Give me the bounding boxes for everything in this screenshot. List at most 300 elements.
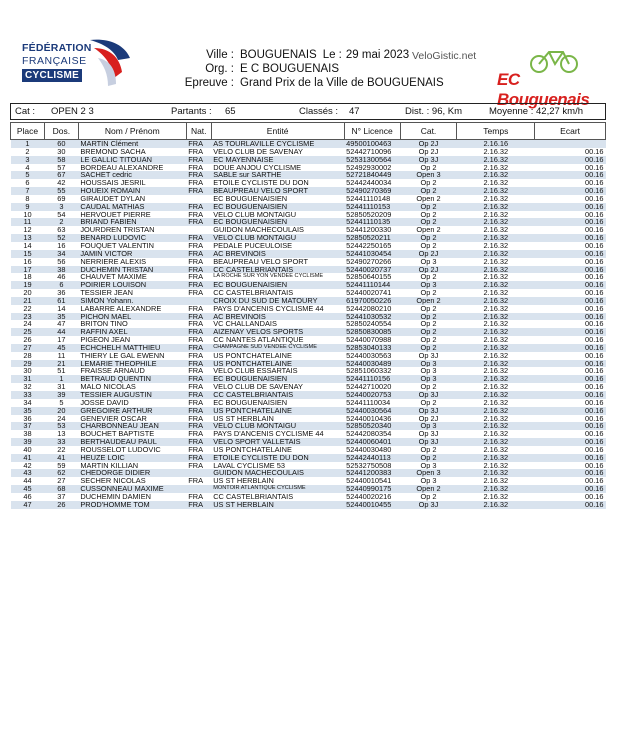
col-entite: GUIDON MACHECOULAIS	[211, 469, 344, 477]
col-nom: DUCHEMIN DAMIEN	[80, 492, 151, 501]
col-entite: AC BREVINOIS	[211, 250, 344, 258]
col-nat	[186, 469, 211, 477]
col-licence: 52721840449	[344, 171, 400, 179]
col-dos: 34	[44, 250, 78, 258]
col-nat: FRA	[188, 492, 204, 501]
col-nat: FRA	[186, 281, 211, 289]
col-place: 24	[23, 320, 32, 329]
report-header	[0, 0, 627, 109]
col-licence: 52442080210	[346, 304, 392, 313]
col-cat: Op 3	[400, 360, 457, 368]
col-ecart	[535, 140, 606, 148]
col-nom: CHAUVET MAXIME	[80, 273, 147, 282]
col-place: 32	[23, 383, 32, 391]
col-temps: 2.16.32	[457, 454, 535, 462]
col-place: 28	[23, 351, 32, 360]
col-licence: 61970050226	[344, 297, 400, 305]
col-ecart: 00.16	[535, 375, 606, 383]
col-nat: FRA	[188, 351, 204, 360]
col-nom: POIRIER LOUISON	[78, 281, 186, 289]
col-nat: FRA	[186, 328, 211, 336]
col-dos: 26	[44, 501, 78, 509]
col-licence: 52532750508	[346, 461, 392, 470]
col-temps: 2.16.32	[483, 273, 509, 282]
col-nom: BETRAUD QUENTIN	[78, 375, 186, 383]
col-place: 2	[25, 147, 30, 156]
col-cat: Op 3J	[400, 438, 457, 446]
col-dos: 69	[57, 194, 66, 203]
ville-label: Ville :	[206, 49, 234, 61]
col-entite: LAVAL CYCLISME 53	[213, 461, 285, 470]
col-temps: 2.16.32	[457, 266, 535, 274]
col-entite: VELO SPORT VALLETAIS	[211, 438, 344, 446]
col-nom: ECHCHELH MATTHIEU	[78, 344, 186, 352]
table-row	[11, 320, 606, 328]
col-licence: 52440020737	[344, 266, 400, 274]
col-nom: CAUDAL MATHIAS	[78, 203, 186, 211]
col-place: 4	[25, 163, 30, 172]
col-nat: FRA	[188, 477, 204, 486]
col-temps: 2.16.32	[483, 492, 509, 501]
col-dos: 17	[57, 336, 66, 344]
col-cat: Op 2	[420, 320, 437, 329]
col-temps: 2.16.32	[457, 438, 535, 446]
col-place: 47	[11, 501, 45, 509]
col-cat: Op 3	[420, 461, 437, 470]
col-ecart: 00.16	[535, 391, 606, 399]
org-label: Org. :	[205, 63, 234, 75]
col-nom: SACHET cedric	[78, 171, 186, 179]
col-cat: Op 2J	[418, 414, 439, 423]
col-nom: GREGOIRE ARTHUR	[78, 407, 186, 415]
col-temps: 2.16.32	[483, 226, 509, 235]
table-row	[11, 430, 606, 438]
col-temps: 2.16.32	[483, 445, 509, 454]
col-place: 26	[23, 336, 32, 344]
col-cat: Open 2	[416, 194, 441, 203]
col-temps: 2.16.32	[457, 203, 535, 211]
col-cat: Op 3J	[400, 407, 457, 415]
col-nom: DUCHEMIN TRISTAN	[78, 266, 186, 274]
col-ecart: 00.16	[585, 336, 604, 344]
col-ecart: 00.16	[585, 304, 604, 313]
col-entite: EC MAYENNAISE	[211, 156, 344, 164]
col-nom: FRAISSE ARNAUD	[80, 367, 145, 376]
col-dos: 35	[44, 313, 78, 321]
col-entite: BEAUPREAU VELO SPORT	[213, 257, 308, 266]
col-cat: Op 2	[420, 445, 437, 454]
col-cat: Op 3	[400, 281, 457, 289]
col-entite: CC CASTELBRIANTAIS	[213, 492, 294, 501]
col-entite: VELO CLUB MONTAIGU	[211, 234, 344, 242]
col-nat: FRA	[188, 383, 204, 391]
col-licence: 52441110034	[346, 398, 391, 407]
col-ecart: 00.16	[585, 445, 604, 454]
col-temps: 2.16.32	[483, 477, 509, 486]
col-ecart: 00.16	[585, 477, 604, 486]
table-row	[11, 501, 606, 509]
col-licence: 52440020753	[344, 391, 400, 399]
col-nom: JAMIN VICTOR	[78, 250, 186, 258]
col-licence: 52440060401	[344, 438, 400, 446]
col-place: 5	[11, 171, 45, 179]
col-licence-header: N° Licence	[344, 123, 400, 140]
col-dos: 38	[44, 266, 78, 274]
col-nom: BERTHAUDEAU PAUL	[78, 438, 186, 446]
col-entite: VELO CLUB DE SAVENAY	[213, 383, 303, 391]
col-cat: Op 2J	[418, 147, 439, 156]
col-entite: AC BREVINOIS	[211, 313, 344, 321]
col-nom: BRITON TINO	[80, 320, 128, 329]
col-ecart: 00.16	[535, 313, 606, 321]
col-cat: Op 2	[400, 328, 457, 336]
col-dos: 63	[57, 226, 66, 235]
col-nom: SIMON Yohann.	[78, 297, 186, 305]
col-dos: 33	[44, 438, 78, 446]
col-nom: JOSSE DAVID	[80, 398, 129, 407]
col-place: 45	[11, 485, 45, 493]
col-nom: BENARD LUDOVIC	[78, 234, 186, 242]
col-licence: 52850520340	[344, 422, 400, 430]
col-entite: CC CASTELBRIANTAIS	[211, 391, 344, 399]
col-place: 25	[11, 328, 45, 336]
col-place: 11	[11, 218, 45, 226]
col-nom: HERVOUET PIERRE	[80, 210, 151, 219]
col-dos: 56	[57, 257, 66, 266]
col-cat: Op 2	[420, 383, 437, 391]
col-entite: US PONTCHATELAINE	[211, 407, 344, 415]
col-nom: LEMARIE THEOPHILE	[78, 360, 186, 368]
col-ecart: 00.16	[535, 234, 606, 242]
col-dos: 24	[57, 414, 66, 423]
col-temps: 2.16.32	[483, 289, 509, 297]
federation-line1: FÉDÉRATION	[22, 42, 92, 54]
col-place: 20	[23, 289, 32, 297]
col-dos: 21	[44, 360, 78, 368]
col-cat: Op 2	[420, 336, 437, 344]
col-licence: 52850240554	[346, 320, 392, 329]
col-cat: Op 2	[400, 203, 457, 211]
col-ecart: 00.16	[585, 367, 604, 376]
col-temps: 2.16.32	[457, 375, 535, 383]
col-place: 17	[11, 266, 45, 274]
col-entite: AIZENAY VELOS SPORTS	[211, 328, 344, 336]
col-ecart: 00.16	[535, 344, 606, 352]
col-nat	[186, 195, 211, 203]
col-ecart: 00.16	[585, 147, 604, 156]
col-nat	[186, 485, 211, 493]
table-row	[11, 281, 606, 289]
col-place: 1	[11, 140, 45, 148]
col-nat: FRA	[188, 320, 204, 329]
col-temps: 2.16.32	[483, 351, 509, 360]
col-nom: CHEDORGE DIDIER	[78, 469, 186, 477]
col-entite: PAYS D'ANCENIS CYCLISME 44	[213, 430, 324, 439]
col-nom: GENEVIER OSCAR	[80, 414, 147, 423]
col-nom: SECHER NICOLAS	[80, 477, 146, 486]
col-place: 43	[11, 469, 45, 477]
col-ecart: 00.16	[585, 257, 604, 266]
col-dos: 3	[44, 203, 78, 211]
table-row	[11, 383, 606, 391]
col-nat: FRA	[186, 234, 211, 242]
table-row	[11, 226, 606, 234]
col-cat: Op 2	[420, 241, 437, 250]
col-entite: US ST HERBLAIN	[213, 414, 274, 423]
col-temps: 2.16.32	[483, 304, 509, 313]
table-row	[11, 485, 606, 493]
col-entite: VC CHALLANDAIS	[213, 320, 277, 329]
table-row	[11, 352, 606, 360]
col-nat: FRA	[186, 391, 211, 399]
col-licence: 52492930002	[346, 163, 392, 172]
col-ecart: 00.16	[535, 501, 606, 509]
col-entite: CC CASTELBRIANTAIS	[211, 266, 344, 274]
distance: Dist. : 96, Km	[405, 106, 463, 117]
col-entite: GUIDON MACHECOULAIS	[213, 226, 304, 235]
col-cat: Op 3J	[418, 430, 439, 439]
col-nat: FRA	[186, 454, 211, 462]
col-temps: 2.16.32	[483, 367, 509, 376]
col-nat: FRA	[188, 273, 204, 282]
col-temps: 2.16.32	[483, 414, 509, 423]
col-nat: FRA	[188, 430, 204, 439]
col-dos: 60	[44, 140, 78, 148]
col-dos: 39	[44, 391, 78, 399]
col-place: 35	[11, 407, 45, 415]
col-ecart: 00.16	[535, 187, 606, 195]
col-cat: Op 2J	[400, 250, 457, 258]
table-header-row	[11, 123, 606, 140]
col-cat: Open 2	[416, 226, 441, 235]
date-label: Le :	[322, 49, 342, 61]
col-ecart: 00.16	[585, 163, 604, 172]
col-licence: 52441110135	[344, 218, 400, 226]
col-nom: LE GALLIC TITOUAN	[78, 156, 186, 164]
col-cat: Op 3	[400, 375, 457, 383]
table-row	[11, 415, 606, 423]
col-nat	[186, 226, 211, 234]
col-place: 22	[23, 304, 32, 313]
col-nat: FRA	[186, 203, 211, 211]
col-licence: 52441110156	[344, 375, 400, 383]
col-dos: 58	[44, 156, 78, 164]
col-cat: Op 2	[420, 289, 437, 297]
col-dos: 51	[57, 367, 66, 376]
table-row	[11, 289, 606, 297]
table-row	[11, 462, 606, 470]
col-temps: 2.16.32	[483, 241, 509, 250]
col-place-header: Place	[11, 123, 45, 140]
col-place: 12	[23, 226, 32, 235]
table-row	[11, 266, 606, 274]
col-ecart: 00.16	[585, 461, 604, 470]
classes-label: Classés :	[299, 106, 339, 117]
col-nom: BRIAND FABIEN	[78, 218, 186, 226]
table-row	[11, 454, 606, 462]
col-nat-header: Nat.	[186, 123, 211, 140]
col-dos: 47	[57, 320, 66, 329]
col-nom: BREMOND SACHA	[80, 147, 146, 156]
col-cat: Op 2	[400, 187, 457, 195]
col-entite: SABLE sur SARTHE	[211, 171, 344, 179]
velogistic-logo: VeloGistic.net	[412, 50, 477, 62]
col-place: 14	[23, 241, 32, 250]
col-place: 16	[23, 257, 32, 266]
col-ecart: 00.16	[535, 203, 606, 211]
col-temps: 2.16.32	[457, 250, 535, 258]
table-row	[11, 218, 606, 226]
col-temps: 2.16.32	[457, 485, 535, 493]
col-place: 18	[23, 273, 32, 282]
col-entite: VELO CLUB DE SAVENAY	[213, 147, 303, 156]
table-row	[11, 211, 606, 219]
col-licence: 52850830085	[344, 328, 400, 336]
col-temps: 2.16.32	[457, 391, 535, 399]
col-nom: NERRIERE ALEXIS	[80, 257, 147, 266]
col-entite: EC BOUGUENAISIEN	[211, 281, 344, 289]
epreuve-label: Epreuve :	[184, 77, 234, 89]
col-nom: HOUEIX ROMAIN	[78, 187, 186, 195]
table-row	[11, 422, 606, 430]
col-place: 23	[11, 313, 45, 321]
col-cat: Op 3J	[418, 351, 439, 360]
col-ecart: 00.16	[535, 454, 606, 462]
col-ecart: 00.16	[535, 156, 606, 164]
org-value: E C BOUGUENAIS	[240, 63, 340, 75]
table-row	[11, 344, 606, 352]
col-licence: 49500100463	[344, 140, 400, 148]
col-ecart: 00.16	[585, 210, 604, 219]
col-ecart: 00.16	[585, 492, 604, 501]
col-ecart: 00.16	[535, 218, 606, 226]
col-temps: 2.16.32	[457, 297, 535, 305]
col-entite: CC CASTELBRIANTAIS	[213, 289, 294, 297]
col-temps: 2.16.32	[457, 234, 535, 242]
col-cat: Op 2	[420, 398, 437, 407]
col-place: 3	[11, 156, 45, 164]
table-row	[11, 179, 606, 187]
col-entite: US ST HERBLAIN	[211, 501, 344, 509]
col-licence: 52441110148	[346, 194, 391, 203]
col-dos: 37	[57, 492, 66, 501]
col-dos: 22	[57, 445, 66, 454]
col-nat: FRA	[188, 289, 204, 297]
col-ecart: 00.16	[585, 383, 604, 391]
table-row	[11, 258, 606, 266]
table-row	[11, 156, 606, 164]
col-licence: 52441200383	[344, 469, 400, 477]
table-row	[11, 242, 606, 250]
col-nat: FRA	[188, 367, 204, 376]
federation-line2: FRANÇAISE	[22, 55, 87, 67]
col-licence: 52442440034	[346, 179, 392, 188]
col-nom: RAFFIN AXEL	[78, 328, 186, 336]
col-dos: 14	[57, 304, 66, 313]
col-licence: 52850640155	[346, 273, 392, 282]
col-entite: DOUE ANJOU CYCLISME	[213, 163, 302, 172]
col-nat: FRA	[186, 250, 211, 258]
col-entite: CROIX DU SUD DE MATOURY	[211, 297, 344, 305]
col-licence: 52440010541	[346, 477, 392, 486]
col-ecart: 00.16	[585, 241, 604, 250]
table-row	[11, 336, 606, 344]
col-ecart: 00.16	[535, 250, 606, 258]
col-nom: MARTIN KILLIAN	[80, 461, 139, 470]
col-temps: 2.16.32	[457, 313, 535, 321]
federation-line3: CYCLISME	[22, 69, 82, 82]
date-value: 29 mai 2023	[345, 49, 410, 61]
col-entite: BEAUPREAU VELO SPORT	[211, 187, 344, 195]
col-temps: 2.16.32	[457, 407, 535, 415]
col-entite: VELO CLUB MONTAIGU	[211, 422, 344, 430]
col-temps: 2.16.32	[483, 179, 509, 188]
ffc-logo	[14, 38, 132, 90]
col-temps: 2.16.32	[457, 156, 535, 164]
col-ecart: 00.16	[585, 179, 604, 188]
col-dos: 54	[57, 210, 66, 219]
col-dos: 55	[44, 187, 78, 195]
col-nom: TESSIER AUGUSTIN	[78, 391, 186, 399]
col-nat: FRA	[188, 163, 204, 172]
col-nat: FRA	[186, 360, 211, 368]
col-nom: CUSSONNEAU MAXIME	[78, 485, 186, 493]
col-temps: 2.16.32	[457, 218, 535, 226]
table-row	[11, 360, 606, 368]
col-cat: Op 3	[400, 422, 457, 430]
col-nom: CHARBONNEAU JEAN	[78, 422, 186, 430]
col-nat: FRA	[188, 241, 204, 250]
col-nom: FOUQUET VALENTIN	[80, 241, 155, 250]
col-entite: US PONTCHATELAINE	[213, 351, 292, 360]
table-row	[11, 477, 606, 485]
col-licence: 52440070988	[346, 336, 392, 344]
col-nat: FRA	[188, 257, 204, 266]
col-place: 27	[11, 344, 45, 352]
table-row	[11, 140, 606, 148]
col-place: 34	[23, 398, 32, 407]
col-nom: PROD'HOMME TOM	[78, 501, 186, 509]
col-ecart: 00.16	[535, 297, 606, 305]
col-temps: 2.16.32	[457, 422, 535, 430]
col-place: 37	[11, 422, 45, 430]
col-cat: Open 2	[400, 297, 457, 305]
table-row	[11, 375, 606, 383]
table-row	[11, 407, 606, 415]
col-entite: AS TOURLAVILLE CYCLISME	[211, 140, 344, 148]
col-nat: FRA	[186, 313, 211, 321]
col-cat: Op 3J	[400, 501, 457, 509]
table-row	[11, 305, 606, 313]
col-cat-header: Cat.	[400, 123, 457, 140]
col-entite: EC BOUGUENAISIEN	[213, 398, 288, 407]
col-entite: PAYS D'ANCENIS CYCLISME 44	[213, 304, 324, 313]
col-licence: 52441030454	[344, 250, 400, 258]
table-row	[11, 187, 606, 195]
col-place: 7	[11, 187, 45, 195]
table-row	[11, 234, 606, 242]
col-dos: 11	[57, 351, 66, 360]
col-nat: FRA	[186, 438, 211, 446]
col-ecart: 00.16	[585, 289, 604, 297]
table-row	[11, 446, 606, 454]
col-entite: EC BOUGUENAISIEN	[211, 218, 344, 226]
col-licence: 52490270266	[346, 257, 392, 266]
col-ecart: 00.16	[585, 414, 604, 423]
col-place: 6	[25, 179, 30, 188]
col-entite: US ST HERBLAIN	[213, 477, 274, 486]
col-licence: 52440010436	[346, 414, 392, 423]
